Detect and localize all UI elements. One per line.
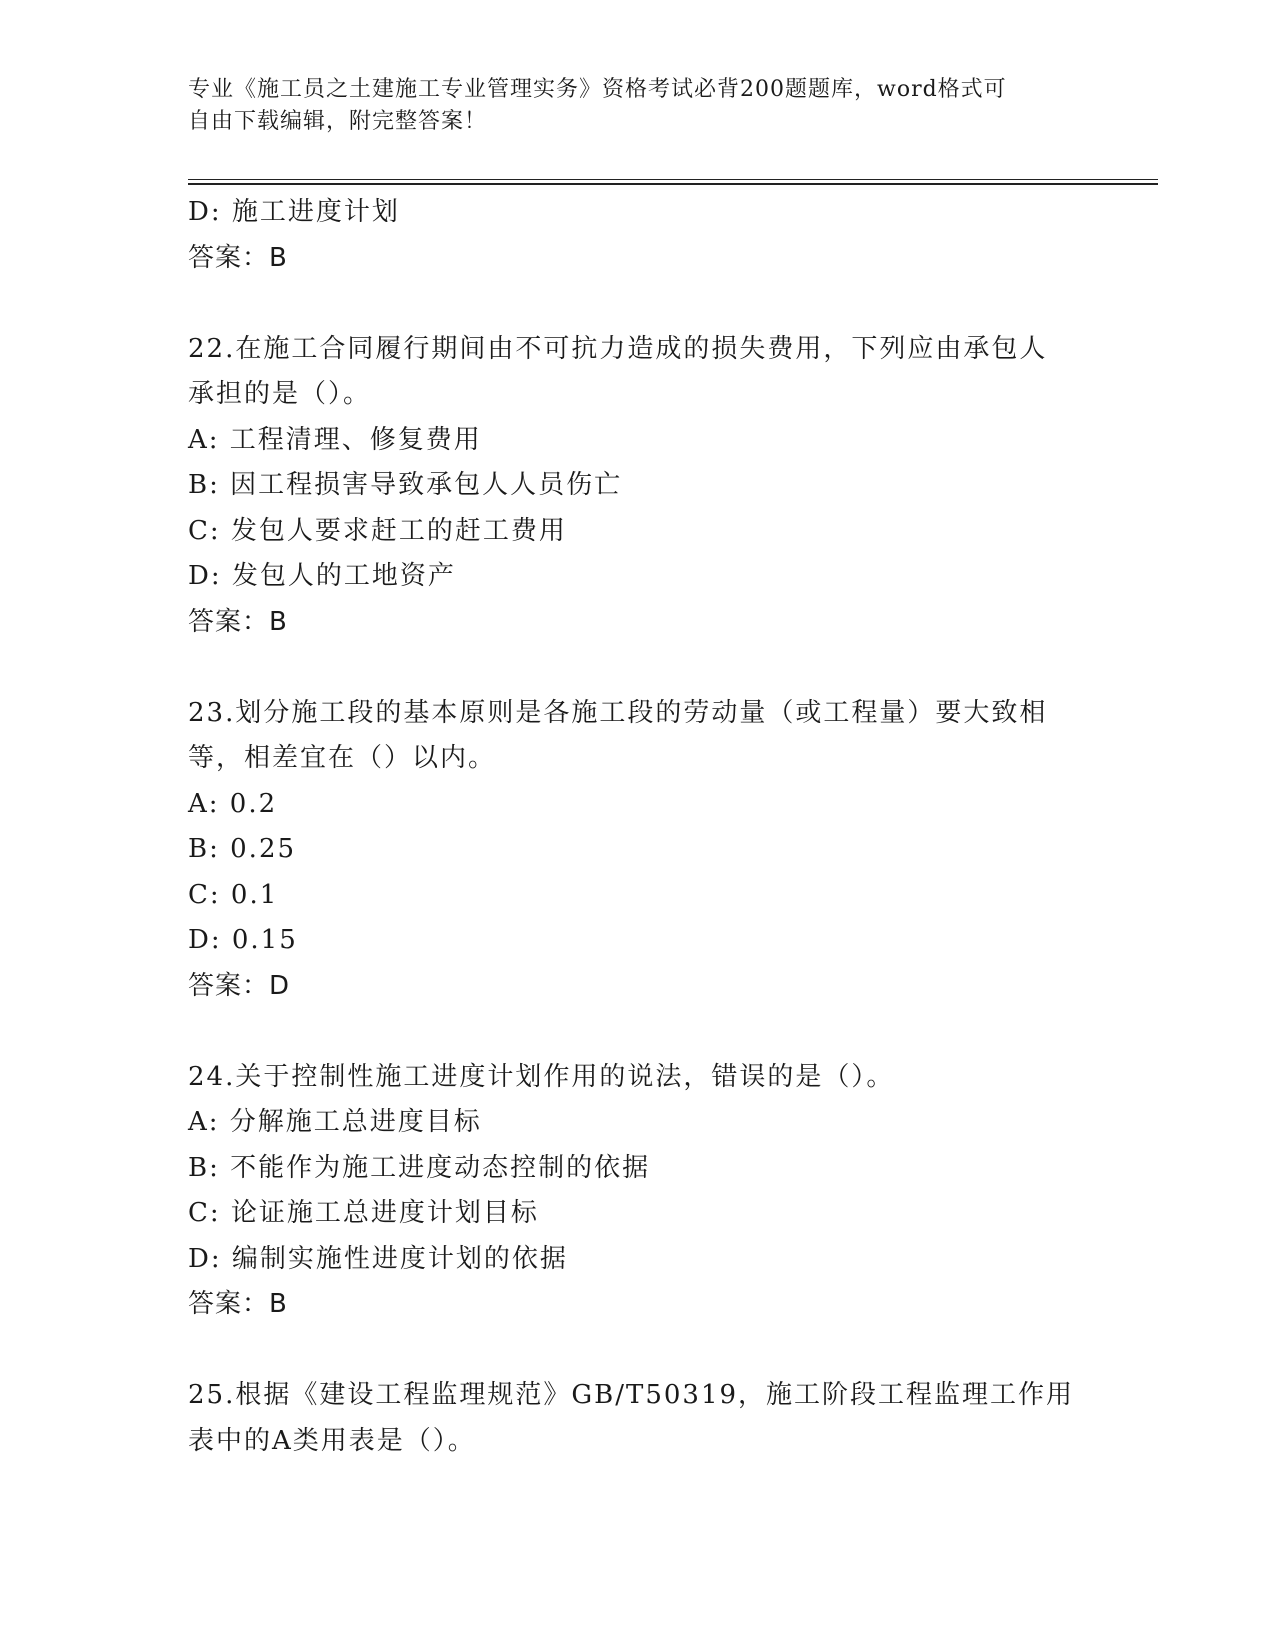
- answer-line: 答案：B: [188, 1289, 288, 1319]
- option-d: D: 0.15: [188, 925, 298, 955]
- question-stem-line-2: 承担的是（）。: [188, 379, 372, 409]
- spacer: [188, 281, 1088, 327]
- header-rule-thick: [188, 183, 1158, 185]
- question-stem-line-1: 22.在施工合同履行期间由不可抗力造成的损失费用，下列应由承包人: [188, 333, 1048, 364]
- lead-question-tail: [188, 190, 1088, 281]
- option-d: D: 编制实施性进度计划的依据: [188, 1243, 568, 1274]
- question-stem-line-2: 等，相差宜在（）以内。: [188, 743, 497, 773]
- spacer: [188, 645, 1088, 691]
- header-line-1: 专业《施工员之土建施工专业管理实务》资格考试必背200题题库，word格式可: [188, 77, 1007, 102]
- option-d: D: 施工进度计划: [188, 197, 400, 227]
- option-c: C: 发包人要求赶工的赶工费用: [188, 515, 567, 546]
- question-stem-line-1: 23.划分施工段的基本原则是各施工段的劳动量（或工程量）要大致相: [188, 697, 1048, 728]
- question-stem-line-2: 表中的A类用表是（）。: [188, 1425, 476, 1456]
- option-b: B: 0.25: [188, 834, 297, 864]
- question-25: [188, 1373, 1088, 1464]
- option-c: C: 论证施工总进度计划目标: [188, 1198, 539, 1228]
- option-b: B: 不能作为施工进度动态控制的依据: [188, 1152, 651, 1183]
- document-header: [188, 74, 1088, 138]
- question-stem-line-1: 24.关于控制性施工进度计划作用的说法，错误的是（）。: [188, 1061, 895, 1092]
- option-a: A: 工程清理、修复费用: [188, 424, 482, 455]
- question-22: [188, 327, 1088, 646]
- spacer: [188, 1009, 1088, 1055]
- option-b: B: 因工程损害导致承包人人员伤亡: [188, 470, 623, 500]
- option-a: A: 分解施工总进度目标: [188, 1107, 482, 1137]
- question-23: [188, 691, 1088, 1010]
- answer-line: 答案：B: [188, 606, 288, 637]
- document-body: [188, 190, 1088, 1464]
- question-stem-line-1: 25.根据《建设工程监理规范》GB/T50319，施工阶段工程监理工作用: [188, 1380, 1075, 1410]
- option-a: A: 0.2: [188, 788, 278, 819]
- option-d: D: 发包人的工地资产: [188, 561, 456, 591]
- answer-line: 答案：B: [188, 242, 288, 273]
- header-rule-thin: [188, 179, 1158, 180]
- option-c: C: 0.1: [188, 879, 279, 910]
- question-24: [188, 1055, 1088, 1328]
- header-line-2: 自由下载编辑，附完整答案！: [188, 109, 488, 134]
- answer-line: 答案：D: [188, 970, 291, 1001]
- spacer: [188, 1328, 1088, 1374]
